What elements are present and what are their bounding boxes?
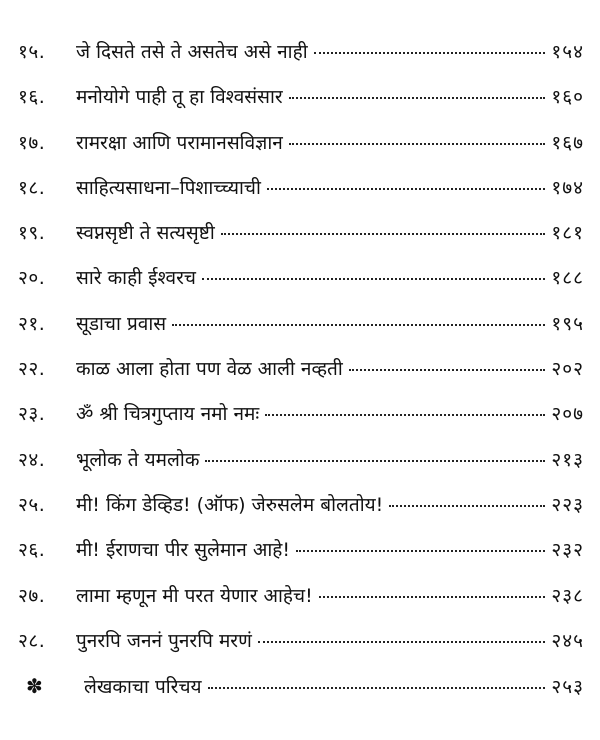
toc-entry-21 (18, 312, 584, 357)
toc-entry-24 (18, 448, 584, 493)
toc-entry-15 (18, 40, 584, 85)
entry-title: साहित्यसाधना–पिशाच्च्याची (76, 176, 261, 199)
entry-title: मी! ईराणचा पीर सुलेमान आहे! (76, 539, 290, 562)
toc-entry-17 (18, 131, 584, 176)
entry-page: २४५ (551, 629, 584, 652)
dot-leader (389, 505, 545, 507)
entry-number: १९. (18, 222, 46, 245)
dot-leader (319, 596, 546, 598)
toc-entry-28 (18, 629, 584, 674)
entry-number: २१. (18, 312, 46, 335)
entry-page: २०२ (551, 358, 584, 381)
entry-page: १५४ (551, 41, 584, 63)
toc-entry-23 (18, 402, 584, 447)
entry-title: पुनरपि जननं पुनरपि मरणं (76, 629, 252, 652)
dot-leader (221, 233, 546, 235)
table-of-contents (18, 40, 584, 719)
entry-number: २६. (18, 539, 46, 562)
entry-page: २३८ (551, 584, 584, 607)
toc-entry-22 (18, 357, 584, 402)
entry-title: काळ आला होता पण वेळ आली नव्हती (76, 358, 343, 381)
entry-title: सारे काही ईश्वरच (76, 267, 196, 290)
toc-entry-20 (18, 266, 584, 311)
dot-leader (205, 460, 545, 462)
toc-entry-18 (18, 176, 584, 221)
dot-leader (267, 188, 545, 190)
dot-leader (289, 97, 546, 99)
toc-entry-16 (18, 85, 584, 130)
entry-page: २०७ (551, 403, 584, 426)
entry-number: २३. (18, 403, 46, 426)
entry-page: १८१ (551, 222, 584, 245)
entry-title: मनोयोगे पाही तू हा विश्वसंसार (76, 86, 283, 109)
entry-page: १६० (551, 86, 584, 109)
toc-entry-25 (18, 493, 584, 538)
entry-page: १८८ (551, 267, 584, 290)
entry-page: २३२ (551, 539, 584, 562)
entry-number: १७. (18, 131, 46, 154)
toc-entry-author-intro (18, 674, 584, 719)
entry-number: २०. (18, 267, 46, 290)
entry-number: २५. (18, 493, 46, 516)
entry-number: २२. (18, 358, 46, 381)
dot-leader (202, 278, 545, 280)
entry-page: १७४ (551, 176, 584, 199)
entry-page: १९५ (551, 312, 584, 335)
dot-leader (172, 324, 545, 326)
entry-page: २१३ (551, 448, 584, 471)
entry-title: भूलोक ते यमलोक (76, 448, 200, 471)
toc-entry-26 (18, 538, 584, 583)
entry-title: ॐ श्री चित्रगुप्ताय नमो नमः (76, 403, 260, 426)
toc-entry-19 (18, 221, 584, 266)
entry-page: १६७ (551, 131, 584, 154)
entry-number: १८. (18, 176, 46, 199)
entry-title: स्वप्नसृष्टी ते सत्यसृष्टी (76, 222, 215, 245)
toc-entry-27 (18, 584, 584, 629)
entry-page: २५३ (551, 676, 584, 699)
entry-number: २८. (18, 629, 46, 652)
dot-leader (208, 687, 546, 689)
dot-leader (349, 369, 546, 371)
asterisk-icon: ✽ (26, 674, 44, 699)
dot-leader (289, 143, 546, 145)
entry-title: लामा म्हणून मी परत येणार आहेच! (76, 584, 313, 607)
dot-leader (258, 641, 546, 643)
entry-number: १५. (18, 41, 46, 63)
entry-title: लेखकाचा परिचय (84, 676, 202, 699)
entry-title: जे दिसते तसे ते असतेच असे नाही (76, 41, 308, 63)
entry-number: २४. (18, 448, 46, 471)
entry-title: मी! किंग डेव्हिड! (ऑफ) जेरुसलेम बोलतोय! (76, 493, 384, 516)
entry-number: २७. (18, 584, 46, 607)
entry-title: रामरक्षा आणि परामानसविज्ञान (76, 131, 283, 154)
entry-number: १६. (18, 86, 46, 109)
dot-leader (296, 550, 545, 552)
entry-page: २२३ (551, 493, 584, 516)
dot-leader (265, 414, 545, 416)
dot-leader (314, 52, 546, 54)
entry-title: सूडाचा प्रवास (76, 312, 167, 335)
